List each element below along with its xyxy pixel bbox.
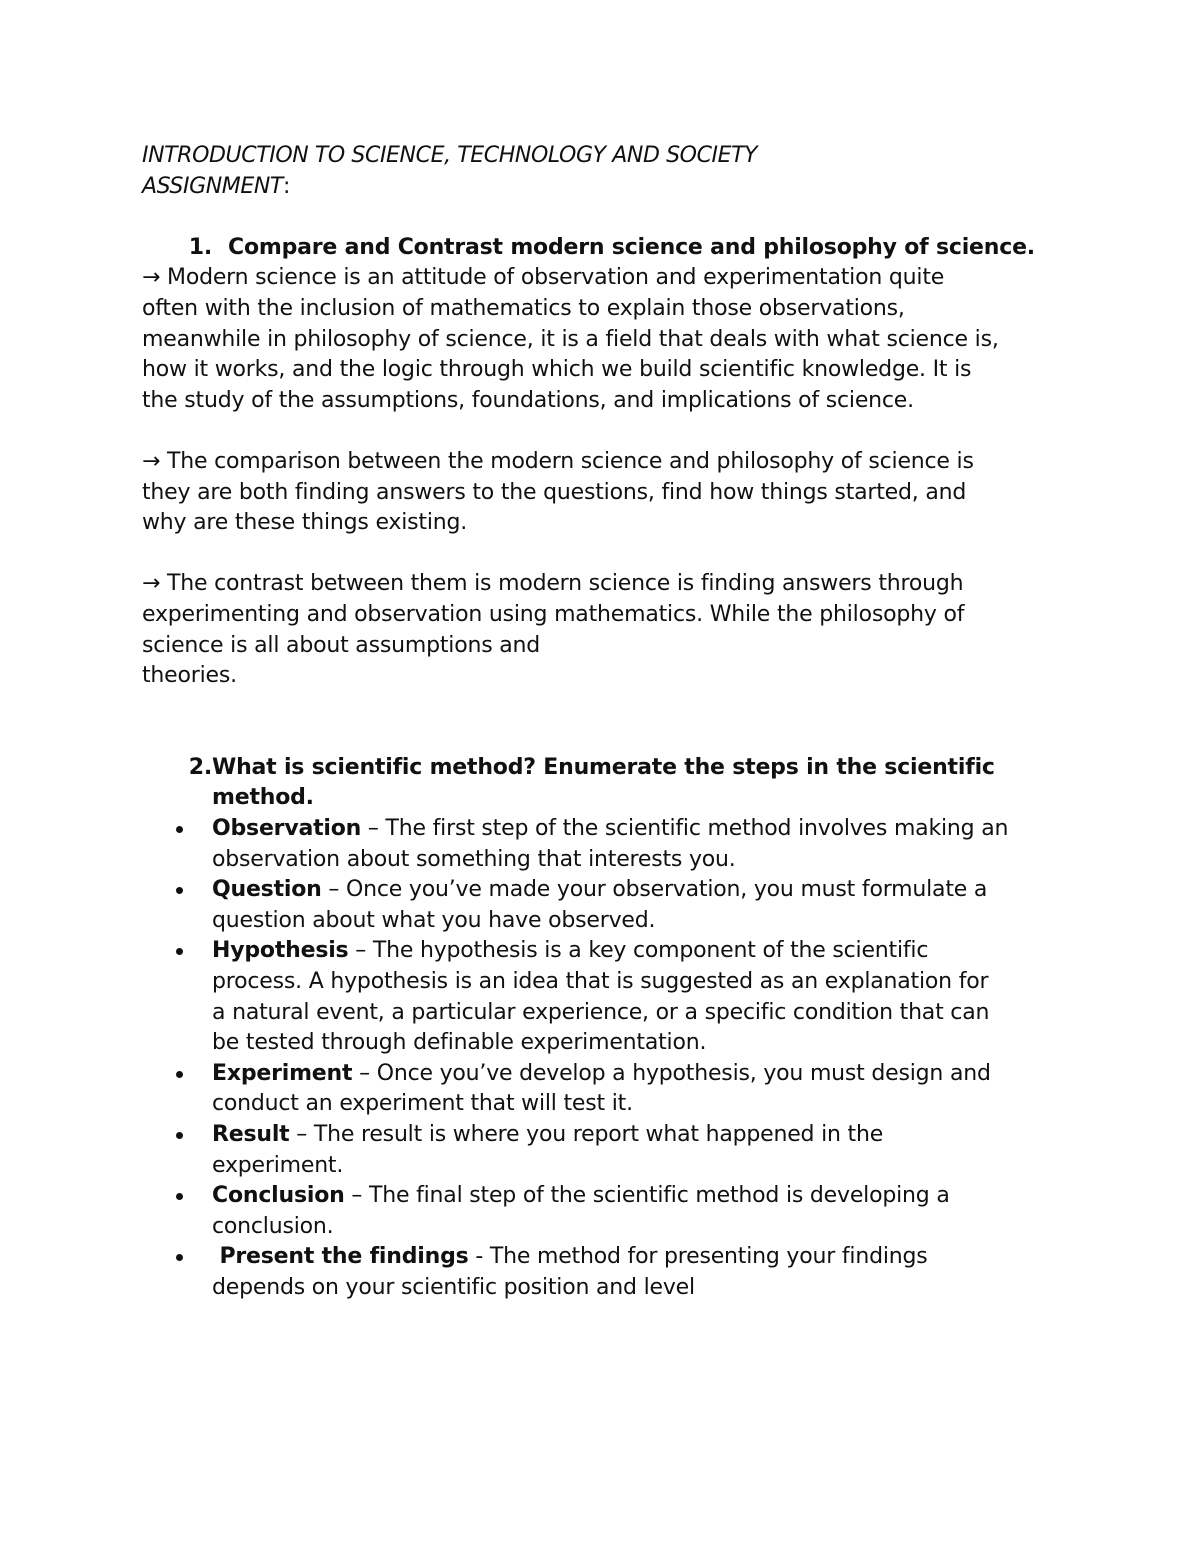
step-body xyxy=(212,1120,1062,1181)
spacer xyxy=(142,539,1062,570)
question-2-text xyxy=(212,753,995,814)
question-2-number: 2. xyxy=(188,754,212,780)
bullet-icon xyxy=(142,1059,212,1120)
step-separator: – xyxy=(289,1122,314,1147)
step-term: Conclusion xyxy=(212,1183,345,1209)
answer-1-paragraph-2 xyxy=(142,447,1062,539)
step-separator: – xyxy=(361,816,386,842)
bullet-icon xyxy=(142,814,212,875)
step-line: conclusion. xyxy=(212,1213,334,1239)
paragraph-line: science is all about assumptions and xyxy=(142,632,541,658)
question-1-text: Compare and Contrast modern science and philosophy of science. xyxy=(228,234,1035,260)
paragraph-line: why are these things existing. xyxy=(142,510,468,536)
paragraph-line: the study of the assumptions, foundations, and implications of science. xyxy=(142,387,914,413)
step-line: The result is where you report what happened in the xyxy=(313,1122,884,1147)
bullet-icon xyxy=(142,1120,212,1181)
paragraph-line: Modern science is an attitude of observation and experimentation quite xyxy=(167,265,945,291)
spacer xyxy=(142,722,1062,753)
list-item xyxy=(142,1059,1062,1120)
step-line: depends on your scientific position and level xyxy=(212,1274,695,1300)
question-1-number: 1. xyxy=(188,234,212,260)
document-title xyxy=(142,141,1062,202)
list-item xyxy=(142,936,1062,1058)
step-body xyxy=(212,875,1062,936)
step-line: Once you’ve develop a hypothesis, you must design and xyxy=(376,1060,991,1086)
step-line: The method for presenting your findings xyxy=(489,1244,928,1270)
step-line: The final step of the scientific method is developing a xyxy=(368,1183,950,1209)
paragraph-line: they are both finding answers to the questions, find how things started, and xyxy=(142,479,967,505)
step-term: Question xyxy=(212,877,322,903)
title-colon: : xyxy=(282,173,290,199)
step-separator: – xyxy=(348,938,373,964)
list-item xyxy=(142,1181,1062,1242)
list-item xyxy=(142,875,1062,936)
step-line: experiment. xyxy=(212,1152,344,1178)
step-separator: - xyxy=(468,1244,490,1270)
question-1-heading xyxy=(142,233,1062,264)
step-line: The first step of the scientific method involves making an xyxy=(385,816,1009,842)
title-line-2: ASSIGNMENT xyxy=(142,173,283,199)
step-line: a natural event, a particular experience, or a specific condition that can xyxy=(212,999,990,1025)
step-line: The hypothesis is a key component of the scientific xyxy=(372,938,929,964)
step-term: Experiment xyxy=(212,1060,353,1086)
spacer xyxy=(142,202,1062,233)
paragraph-line: The contrast between them is modern science is finding answers through xyxy=(167,571,964,597)
step-body xyxy=(212,936,1062,1058)
step-term: Present the findings xyxy=(212,1244,469,1270)
spacer xyxy=(142,416,1062,447)
scientific-method-steps xyxy=(142,814,1062,1304)
step-line: Once you’ve made your observation, you must formulate a xyxy=(346,877,988,903)
arrow-icon: → xyxy=(142,571,161,597)
answer-1-paragraph-3 xyxy=(142,569,1062,691)
step-body xyxy=(212,814,1062,875)
step-line: observation about something that interests you. xyxy=(212,846,736,872)
step-term: Hypothesis xyxy=(212,938,349,964)
paragraph-line: often with the inclusion of mathematics to explain those observations, xyxy=(142,295,905,321)
paragraph-line: theories. xyxy=(142,663,237,689)
step-separator: – xyxy=(321,877,347,903)
paragraph-line: meanwhile in philosophy of science, it is a field that deals with what science is, xyxy=(142,326,999,352)
title-line-1: INTRODUCTION TO SCIENCE, TECHNOLOGY AND SOCIETY xyxy=(142,143,758,168)
list-item xyxy=(142,814,1062,875)
bullet-icon xyxy=(142,936,212,1058)
answer-1-paragraph-1 xyxy=(142,263,1062,416)
bullet-icon xyxy=(142,1242,212,1303)
step-term: Observation xyxy=(212,816,362,842)
arrow-icon: → xyxy=(142,448,161,474)
arrow-icon: → xyxy=(142,265,161,291)
step-line: conduct an experiment that will test it. xyxy=(212,1091,633,1117)
question-2-text-line: method. xyxy=(212,785,314,811)
step-body xyxy=(212,1242,1062,1303)
document-page xyxy=(142,141,1062,1304)
step-term: Result xyxy=(212,1122,290,1147)
paragraph-line: The comparison between the modern science and philosophy of science is xyxy=(167,448,974,474)
step-line: process. A hypothesis is an idea that is suggested as an explanation for xyxy=(212,969,989,995)
step-separator: – xyxy=(352,1060,377,1086)
list-item xyxy=(142,1242,1062,1303)
paragraph-line: experimenting and observation using mathematics. While the philosophy of xyxy=(142,601,965,627)
list-item xyxy=(142,1120,1062,1181)
step-separator: – xyxy=(344,1183,369,1209)
step-line: be tested through definable experimentation. xyxy=(212,1030,707,1056)
step-body xyxy=(212,1059,1062,1120)
paragraph-line: how it works, and the logic through which we build scientific knowledge. It is xyxy=(142,357,972,383)
bullet-icon xyxy=(142,1181,212,1242)
step-body xyxy=(212,1181,1062,1242)
step-line: question about what you have observed. xyxy=(212,907,656,933)
spacer xyxy=(142,692,1062,723)
bullet-icon xyxy=(142,875,212,936)
question-2-heading xyxy=(142,753,1062,814)
question-2-text-line: What is scientific method? Enumerate the steps in the scientific xyxy=(212,754,995,780)
